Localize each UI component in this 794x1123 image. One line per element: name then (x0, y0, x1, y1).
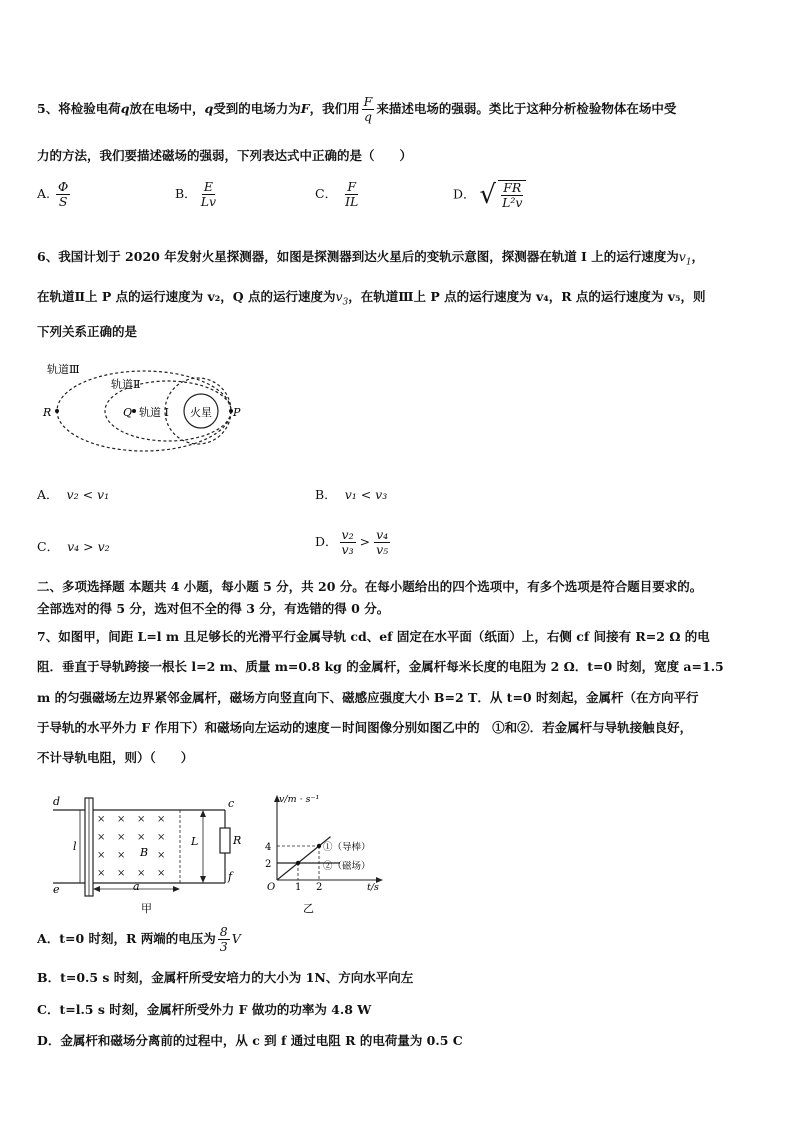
svg-text:×: × (157, 850, 166, 861)
q5-line2: 力的方法，我们要描述磁场的强弱，下列表达式中正确的是（ ） (37, 148, 413, 163)
point-Q (132, 409, 136, 413)
q7-option-d: D．金属杆和磁场分离前的过程中，从 c 到 f 通过电阻 R 的电荷量为 0.5 C (37, 1033, 463, 1048)
orbit1-label: 轨道 I (139, 406, 169, 419)
q6-option-d: D． $\frac{\text{v₂}}{\text{v₃}}$ > $\frac{\text{v₄}}{\text{v₅}}$ (315, 527, 389, 557)
q6-option-b: B． v₁ < v₃ (315, 487, 388, 502)
svg-text:×: × (97, 868, 106, 879)
q5-text-d: ，我们用 (309, 100, 360, 116)
svg-text:×: × (137, 868, 146, 879)
point-2-4 (317, 844, 321, 848)
q6-option-a: A． v₂ < v₁ (37, 487, 110, 502)
q5-text-b: 放在电场中， (129, 100, 205, 116)
caption-yi: 乙 (303, 902, 314, 915)
label-l: l (73, 840, 77, 853)
q7-line1: 7、如图甲，间距 L=l m 且足够长的光滑平行金属导轨 cd、ef 固定在水平面（纸面）上，右侧 cf 间接有 R=2 Ω 的电 (37, 629, 710, 644)
orbit3-label: 轨道Ⅲ (47, 363, 80, 376)
q7-option-a: A．t=0 时刻，R 两端的电压为 $\frac{8}{3}$ V (37, 924, 241, 954)
section2-line2: 全部选对的得 5 分，选对但不全的得 3 分，有选错的得 0 分。 (37, 601, 390, 616)
svg-text:×: × (137, 832, 146, 843)
point-1-2 (296, 861, 300, 865)
q5-var-q2: q (204, 100, 214, 116)
q5-option-b: B． $\frac{E}{Lv}$ (175, 179, 217, 209)
q5-text-c: 受到的电场力为 (213, 100, 301, 116)
q5-fraction: $\frac{F}{q}$ (363, 94, 373, 124)
svg-text:×: × (157, 868, 166, 879)
q7-line5: 不计导轨电阻，则）（ ） (37, 750, 194, 765)
svg-text:×: × (157, 814, 166, 825)
label-L: L (191, 835, 199, 848)
orbit-diagram (35, 355, 250, 455)
q5-text-a: 5、将检验电荷 (37, 100, 121, 116)
figure-yi (255, 790, 395, 915)
svg-text:×: × (97, 850, 106, 861)
q6-line2: 在轨道Ⅱ上 P 点的运行速度为 v₂，Q 点的运行速度为$v_3$，在轨道Ⅲ上 P 点的运行速度为 v₄，R 点的运行速度为 v₅，则 (37, 289, 706, 308)
svg-text:×: × (117, 814, 126, 825)
label-a: a (133, 880, 140, 893)
q5-var-F: F (300, 100, 310, 116)
q5-option-c: C． $\frac{F}{IL}$ (315, 179, 359, 209)
label-R: R (233, 834, 242, 847)
label-B: B (140, 846, 149, 859)
svg-text:×: × (97, 814, 106, 825)
q7-option-c: C．t=l.5 s 时刻，金属杆所受外力 F 做功的功率为 4.8 W (37, 1002, 372, 1017)
mars-label: 火星 (190, 406, 212, 419)
svg-text:×: × (117, 868, 126, 879)
section2-line1: 二、多项选择题 本题共 4 小题，每小题 5 分，共 20 分。在每小题给出的四个选项中，有多个选项是符合题目要求的。 (37, 579, 703, 594)
tick-x-1: 1 (295, 882, 302, 893)
q5-option-d: D． √ $\frac{FR}{\text{L²v}}$ (453, 180, 528, 210)
q5-option-a: A. $\frac{\Phi}{S}$ (37, 179, 69, 209)
orbit2-label: 轨道Ⅱ (111, 378, 141, 391)
q5-var-q: q (120, 100, 130, 116)
q6-line3: 下列关系正确的是 (37, 324, 138, 339)
origin-label: O (267, 882, 276, 893)
tick-x-2: 2 (316, 882, 323, 893)
q7-line3: m 的匀强磁场左边界紧邻金属杆，磁场方向竖直向下、磁感应强度大小 B=2 T．从 t=0 时刻起，金属杆（在方向平行 (37, 690, 699, 705)
q5-text-e: 来描述电场的强弱。类比于这种分析检验物体在场中受 (376, 100, 677, 116)
tick-y-2: 2 (265, 859, 272, 870)
field-crosses (97, 814, 165, 879)
P-label: P (233, 406, 241, 419)
q6-line1: 6、我国计划于 2020 年发射火星探测器，如图是探测器到达火星后的变轨示意图，探测器在轨道 I 上的运行速度为$v_1$， (37, 249, 705, 268)
caption-jia: 甲 (141, 902, 152, 915)
label-e: e (53, 883, 60, 896)
label-d: d (53, 795, 61, 808)
q7-line4: 于导轨的水平外力 F 作用下）和磁场向左运动的速度－时间图像分别如图乙中的 ①和②．若金属杆与导轨接触良好， (37, 720, 693, 735)
figure-jia (45, 790, 255, 915)
y-axis-label: v/m · s⁻¹ (279, 794, 320, 805)
svg-text:×: × (97, 832, 106, 843)
svg-text:×: × (117, 832, 126, 843)
label-f: f (228, 870, 233, 883)
q6-option-c: C． v₄ > v₂ (37, 539, 110, 554)
svg-text:×: × (117, 850, 126, 861)
svg-text:×: × (157, 832, 166, 843)
q7-line2: 阻．垂直于导轨跨接一根长 l=2 m、质量 m=0.8 kg 的金属杆，金属杆每米长度的电阻为 2 Ω．t=0 时刻，宽度 a=1.5 (37, 659, 724, 674)
svg-text:×: × (137, 814, 146, 825)
q7-option-b: B．t=0.5 s 时刻，金属杆所受安培力的大小为 1N、方向水平向左 (37, 970, 414, 985)
Q-label: Q (123, 406, 133, 419)
resistor (220, 828, 230, 853)
q5-line1 (37, 95, 676, 124)
tick-y-4: 4 (265, 842, 272, 853)
point-R (55, 409, 59, 413)
series-label-field: ②（磁场） (323, 861, 371, 872)
x-axis-label: t/s (367, 882, 379, 893)
R-label: R (43, 406, 52, 419)
series-label-rod: ①（导棒） (323, 842, 371, 853)
label-c: c (228, 797, 235, 810)
